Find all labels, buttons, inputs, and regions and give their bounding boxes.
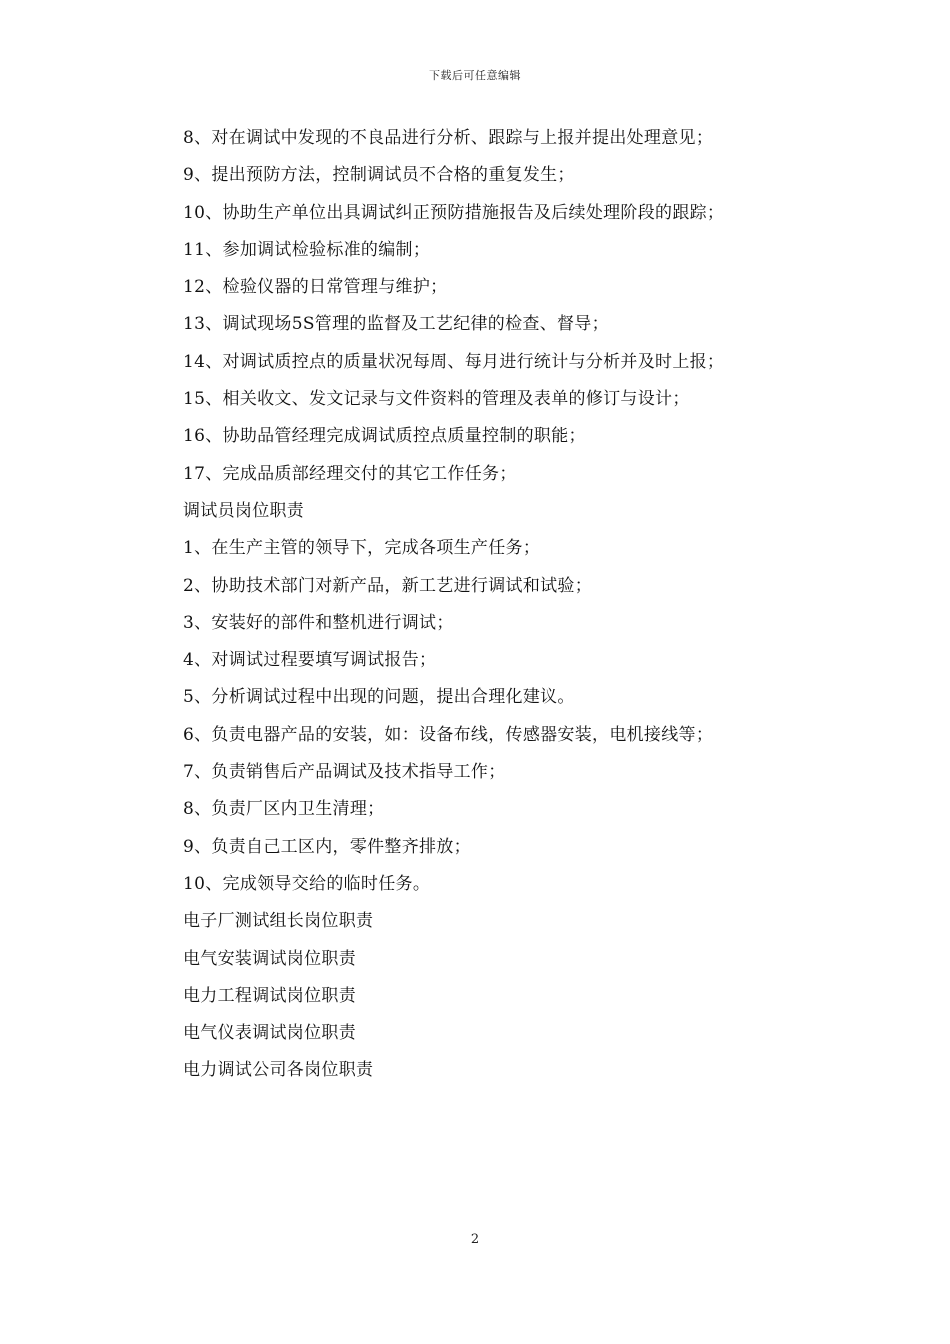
list-item: 6、负责电器产品的安装，如：设备布线，传感器安装，电机接线等； <box>183 724 714 745</box>
page-header: 下载后可任意编辑 <box>429 69 521 82</box>
list-item: 12、检验仪器的日常管理与维护； <box>183 277 448 298</box>
section-heading: 调试员岗位职责 <box>183 500 305 521</box>
list-item: 4、对调试过程要填写调试报告； <box>183 650 437 671</box>
list-item: 14、对调试质控点的质量状况每周、每月进行统计与分析并及时上报； <box>183 351 725 372</box>
list-item: 2、协助技术部门对新产品，新工艺进行调试和试验； <box>183 575 593 596</box>
list-item: 15、相关收文、发文记录与文件资料的管理及表单的修订与设计； <box>183 389 690 410</box>
list-item: 10、协助生产单位出具调试纠正预防措施报告及后续处理阶段的跟踪； <box>183 202 725 223</box>
page-number: 2 <box>470 1232 480 1247</box>
list-item: 1、在生产主管的领导下，完成各项生产任务； <box>183 538 541 559</box>
related-title: 电子厂测试组长岗位职责 <box>183 911 374 932</box>
list-item: 5、分析调试过程中出现的问题，提出合理化建议。 <box>183 687 575 708</box>
list-item: 8、负责厂区内卫生清理； <box>183 799 385 820</box>
list-item: 9、负责自己工区内，零件整齐排放； <box>183 836 471 857</box>
document-body <box>183 125 783 1095</box>
related-title: 电气安装调试岗位职责 <box>183 948 356 969</box>
list-item: 17、完成品质部经理交付的其它工作任务； <box>183 463 517 484</box>
related-title: 电气仪表调试岗位职责 <box>183 1023 356 1044</box>
list-item: 9、提出预防方法，控制调试员不合格的重复发生； <box>183 165 575 186</box>
related-title: 电力工程调试岗位职责 <box>183 985 356 1006</box>
list-item: 3、安装好的部件和整机进行调试； <box>183 612 454 633</box>
list-item: 11、参加调试检验标准的编制； <box>183 239 431 260</box>
related-title: 电力调试公司各岗位职责 <box>183 1060 374 1081</box>
list-item: 7、负责销售后产品调试及技术指导工作； <box>183 762 506 783</box>
list-item: 13、调试现场5S管理的监督及工艺纪律的检查、督导； <box>183 314 609 335</box>
list-item: 10、完成领导交给的临时任务。 <box>183 873 431 894</box>
list-item: 8、对在调试中发现的不良品进行分析、跟踪与上报并提出处理意见； <box>183 128 714 148</box>
list-item: 16、协助品管经理完成调试质控点质量控制的职能； <box>183 426 586 447</box>
